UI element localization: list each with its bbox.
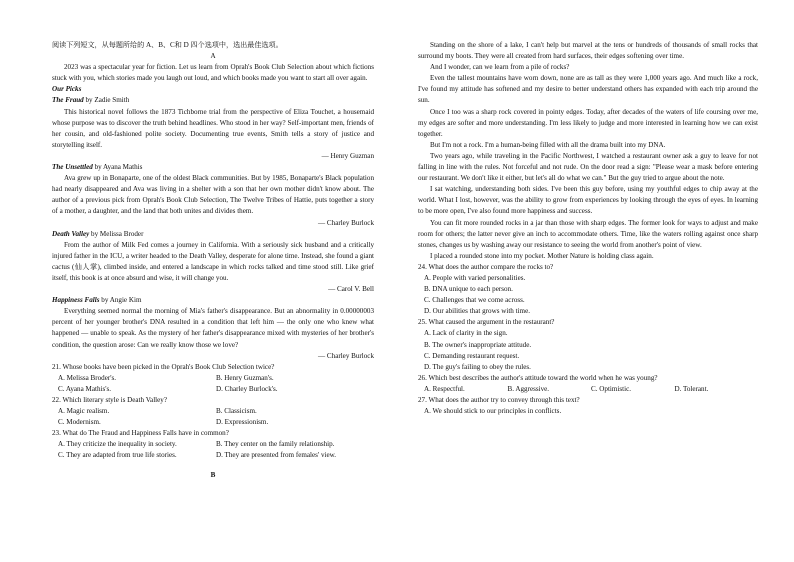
passage-paragraph: You can fit more rounded rocks in a jar than those with sharp edges. The former look for ways to adjust and make room for others; the latter never give an inch to accommodate others. Time, like the waters rolling against once sharp stones, changes us by washing away our resistance to seeing the world from another's point of view.: [418, 218, 758, 249]
instruction: 阅读下列短文，从每题所给的 A、B、C和 D 四个选项中，选出最佳选项。: [52, 41, 283, 49]
book-author: by Melissa Broder: [89, 229, 144, 238]
option-b[interactable]: B. Aggressive.: [507, 384, 550, 393]
passage-paragraph: I placed a rounded stone into my pocket. Mother Nature is holding class again.: [430, 251, 654, 260]
option-c[interactable]: C. They are adapted from true life stories.: [58, 451, 177, 460]
option-b[interactable]: B. Henry Guzman's.: [216, 373, 274, 382]
book-author: by Ayana Mathis: [92, 163, 143, 172]
book-entry: [52, 95, 374, 162]
option-d[interactable]: D. Tolerant.: [674, 384, 709, 393]
passage-paragraph: And I wonder, can we learn from a pile of rocks?: [430, 63, 570, 72]
option-b[interactable]: B. DNA unique to each person.: [424, 285, 513, 294]
passage-paragraph: Standing on the shore of a lake, I can't help but marvel at the tens or hundreds of thousands of small rocks that surround my boots. They were all created from hard surfaces, their edges softening over time.: [418, 41, 758, 61]
option-a[interactable]: A. We should stick to our principles in conflicts.: [424, 407, 562, 416]
option-c[interactable]: C. Modernism.: [58, 418, 101, 427]
passage-paragraph: Two years ago, while traveling in the Pacific Northwest, I watched a restaurant owner ask a guy to leave for not falling in line with the rules. Not forceful and not rude. On the door read a sign: "Please wear a mask before entering our restaurant. We don't like it either, but let's all do what we can." But the guy tried to argue about the note.: [418, 151, 758, 183]
question-stem: 26. Which best describes the author's attitude toward the world when he was young?: [418, 373, 658, 382]
option-d[interactable]: D. Our abilities that grows with time.: [424, 307, 530, 316]
option-a[interactable]: A. They criticize the inequality in society.: [58, 440, 177, 449]
option-a[interactable]: A. Lack of clarity in the sign.: [424, 329, 508, 338]
book-reviewer: — Henry Guzman: [321, 151, 374, 160]
passage-paragraph: Even the tallest mountains have worn down, none are as tall as they were 1,000 years ago. And much like a rock, I've found my attitude has softened and my desire to better understand others has expanded with each trip around the sun.: [418, 74, 758, 105]
question-stem: 27. What does the author try to convey through this text?: [418, 396, 580, 404]
passage-heading: Our Picks: [52, 85, 82, 94]
option-a[interactable]: A. Magic realism.: [58, 407, 110, 416]
question-stem: 25. What caused the argument in the restaurant?: [418, 318, 555, 327]
option-c[interactable]: C. Optimistic.: [591, 384, 632, 393]
book-text: Everything seemed normal the morning of Mia's father's disappearance. But an abnormality in 0.00000003 percent of her younger brother's DNA resulted in a condition that left him — the only one who knew what happened — unable to speak. As the mystery of her father's disappearance mixed with mysteries of her brother's condition, the question arose: Can we really know those we love?: [52, 307, 374, 349]
option-d[interactable]: D. They are presented from females' view.: [216, 451, 337, 460]
option-a[interactable]: A. Respectful.: [424, 384, 465, 393]
book-entry: [52, 295, 374, 362]
question: [52, 428, 374, 461]
book-reviewer: — Charley Burlock: [318, 218, 374, 227]
book-title: The Fraud: [52, 96, 84, 105]
option-c[interactable]: C. Demanding restaurant request.: [424, 351, 520, 360]
option-b[interactable]: B. The owner's inappropriate attitude.: [424, 340, 532, 349]
option-a[interactable]: A. Melissa Broder's.: [58, 373, 117, 382]
option-d[interactable]: D. The guy's failing to obey the rules.: [424, 362, 531, 371]
option-c[interactable]: C. Ayana Mathis's.: [58, 384, 112, 393]
question-stem: 23. What do The Fraud and Happiness Falls have in common?: [52, 429, 229, 438]
question-stem: 24. What does the author compare the rocks to?: [418, 262, 554, 271]
passage-paragraph: Once I too was a sharp rock covered in pointy edges. Today, after decades of the waters of life coursing over me, my edges are softer and more understanding. I'm less likely to judge and more interested in learning how we can exist together.: [418, 107, 758, 138]
book-author: by Zadie Smith: [83, 96, 130, 105]
right-column: [418, 40, 758, 417]
option-a[interactable]: A. People with varied personalities.: [424, 273, 526, 282]
option-d[interactable]: D. Charley Burlock's.: [216, 384, 278, 393]
question: [418, 395, 758, 417]
book-reviewer: — Charley Burlock: [318, 351, 374, 360]
option-b[interactable]: B. They center on the family relationship.: [216, 440, 335, 449]
question-stem: 22. Which literary style is Death Valley?: [52, 396, 167, 404]
book-reviewer: — Carol V. Bell: [328, 285, 374, 294]
book-text: Ava grew up in Bonaparte, one of the oldest Black communities. But by 1985, Bonaparte's Black population had nearly disappeared and Ava was living in a shelter with a son that her own mother didn't know about. The author of a previous pick from Oprah's Book Club Selection, The Twelve Tribes of Hattie, puts together a story of a mother, a daughter, and the land that both unites and divides them.: [52, 174, 374, 216]
question: [52, 362, 374, 395]
book-text: From the author of Milk Fed comes a journey in California. With a seriously sick husband and a critically injured father in the ICU, a writer headed to the Death Valley, desperate for alone time. Instead, she found a giant cactus (仙人掌), climbed inside, and entered a landscape in which rocks talked and time stood still. Like grief itself, this book is at once absurd and wise, it will change you.: [52, 240, 374, 282]
book-title: Death Valley: [52, 229, 90, 238]
passage-paragraph: But I'm not a rock. I'm a human-being filled with all the drama built into my DNA.: [430, 140, 666, 149]
book-text: This historical novel follows the 1873 Tichborne trial from the perspective of Eliza Touchet, a housemaid whose purpose was to discover the truth behind headlines. Who stood in her way? Self-important men, friends of her cousin, and old-fashioned polite society. Documenting true events, Smith tells a story of justice and storytelling itself.: [52, 107, 374, 149]
passage-intro: 2023 was a spectacular year for fiction. Let us learn from Oprah's Book Club Selection about which fictions stuck with you, which stories made you laugh out loud, and which books made you want to start all over again.: [52, 63, 374, 83]
book-author: by Angie Kim: [99, 296, 142, 305]
question: [52, 395, 374, 428]
section-b-label: B: [210, 470, 216, 479]
book-entry: [52, 229, 374, 296]
question: [418, 262, 758, 317]
book-entry: [52, 162, 374, 229]
question-stem: 21. Whose books have been picked in the Oprah's Book Club Selection twice?: [52, 362, 275, 371]
question: [418, 373, 758, 395]
book-title: The Unsettled: [52, 163, 93, 172]
left-column: [52, 40, 374, 481]
question: [418, 317, 758, 372]
option-d[interactable]: D. Expressionism.: [216, 418, 269, 427]
passage-paragraph: I sat watching, understanding both sides. I've been this guy before, using my youthful edges to chip away at the world. What I lost, however, was the ability to grow from experiences by looking through the eyes of eyes. In learning to be more open, I've also found more happiness and success.: [418, 185, 758, 216]
book-title: Happiness Falls: [52, 296, 100, 305]
section-a-label: A: [210, 52, 216, 61]
option-b[interactable]: B. Classicism.: [216, 407, 257, 416]
option-c[interactable]: C. Challenges that we come across.: [424, 296, 525, 305]
